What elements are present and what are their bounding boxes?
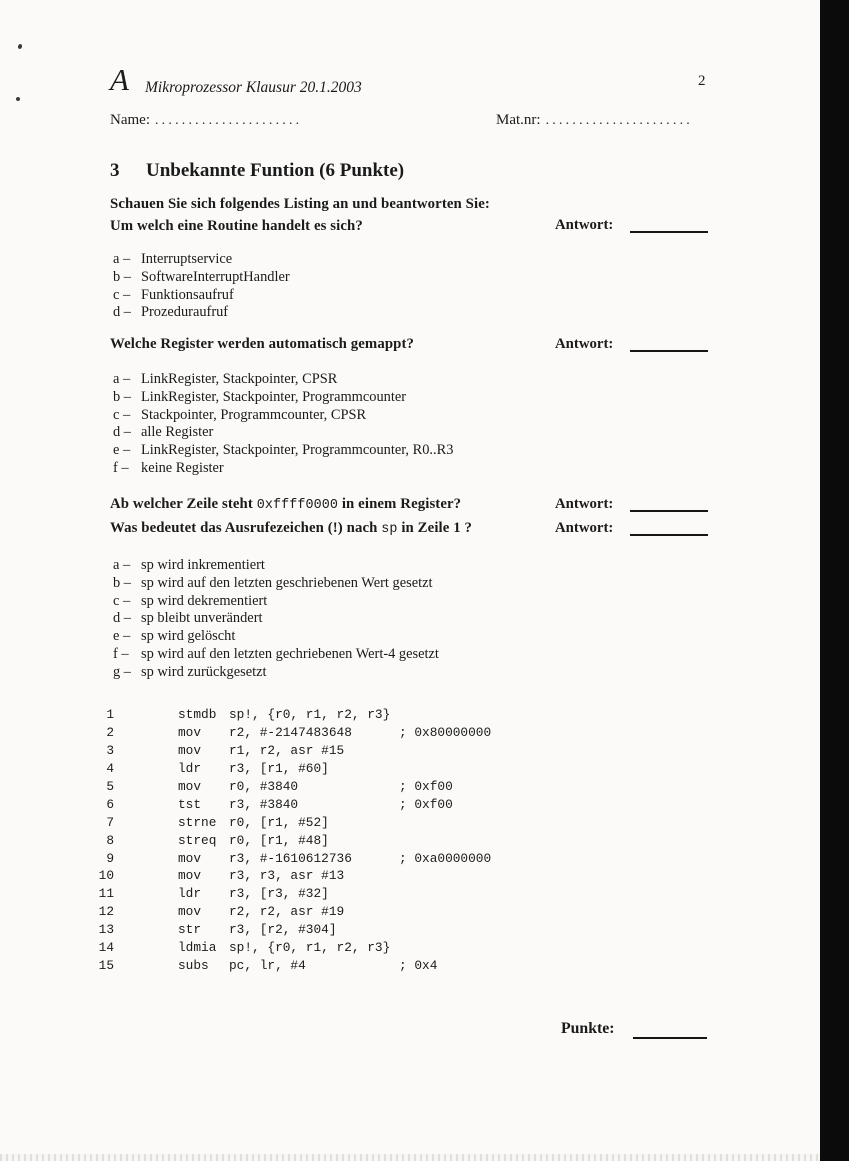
option-item (113, 575, 439, 593)
operands: pc, lr, #4 (229, 958, 306, 974)
mnemonic: ldr (178, 886, 202, 902)
ink-speck (16, 97, 21, 102)
option-item (113, 664, 439, 682)
option-letter: d – (113, 424, 131, 441)
line-number: 5 (106, 778, 114, 794)
line-number: 3 (106, 742, 114, 758)
name-field (110, 112, 302, 129)
operands: r2, #-2147483648 (229, 724, 352, 740)
mnemonic: tst (178, 796, 202, 812)
mnemonic: mov (178, 850, 202, 866)
option-letter: b – (113, 574, 131, 591)
operands: r2, r2, asr #19 (229, 904, 345, 920)
mnemonic: stmdb (178, 707, 217, 722)
option-letter: b – (113, 388, 131, 405)
comment: ; 0xf00 (399, 778, 453, 794)
option-text: Stackpointer, Programmcounter, CPSR (141, 406, 367, 423)
mnemonic: ldmia (178, 940, 217, 956)
operands: sp!, {r0, r1, r2, r3} (229, 940, 391, 956)
option-letter: d – (113, 610, 131, 627)
option-letter: b – (113, 268, 131, 285)
exam-variant-letter: A (110, 62, 129, 97)
question-intro-line1: Schauen Sie sich folgendes Listing an und beantworten Sie: (110, 196, 490, 212)
comment: ; 0x4 (399, 958, 438, 974)
answer-label-3: Antwort: (555, 496, 614, 512)
answer-blank-2 (630, 350, 708, 352)
option-text: sp wird inkrementiert (141, 557, 265, 573)
option-text: sp bleibt unverändert (141, 610, 263, 627)
option-text: keine Register (141, 459, 224, 476)
operands: r0, #3840 (229, 778, 299, 794)
mnemonic: ldr (178, 760, 202, 776)
option-text: sp wird gelöscht (141, 628, 236, 645)
option-text: LinkRegister, Stackpointer, Programmcounter (141, 388, 407, 405)
mnemonic: mov (178, 778, 202, 794)
question-ausrufezeichen (110, 520, 472, 537)
line-number: 11 (98, 886, 114, 902)
answer-blank-1 (630, 231, 708, 233)
line-number: 15 (98, 958, 114, 974)
section-number: 3 (110, 160, 120, 181)
name-label: Name: (110, 112, 150, 128)
option-letter: e – (113, 442, 131, 459)
matnr-blank-dots: ...................... (545, 113, 693, 128)
option-text: sp wird dekrementiert (141, 592, 268, 609)
mnemonic: streq (178, 832, 217, 848)
option-text: Funktionsaufruf (141, 286, 234, 303)
option-item (113, 304, 290, 322)
mnemonic: strne (178, 814, 217, 830)
mnemonic: subs (178, 958, 209, 974)
option-text: Prozeduraufruf (141, 304, 229, 321)
line-number: 1 (106, 707, 114, 722)
line-number: 13 (98, 922, 114, 938)
operands: r0, [r1, #48] (229, 832, 329, 848)
option-text: SoftwareInterruptHandler (141, 268, 290, 285)
option-item (113, 557, 439, 575)
points-blank (633, 1037, 707, 1039)
option-letter: a – (113, 371, 131, 387)
mnemonic: mov (178, 724, 202, 740)
line-number: 8 (106, 832, 114, 848)
question-zeile (110, 496, 461, 513)
line-number: 7 (106, 814, 114, 830)
option-letter: c – (113, 286, 131, 303)
option-item (113, 389, 453, 407)
option-item (113, 460, 453, 478)
option-text: alle Register (141, 424, 214, 441)
scan-edge-right (820, 0, 849, 1161)
option-letter: e – (113, 628, 131, 645)
option-item (113, 251, 290, 269)
options-routine (113, 251, 290, 322)
line-number: 6 (106, 796, 114, 812)
question-zeile-post: in einem Register? (338, 496, 462, 512)
option-text: sp wird auf den letzten geschriebenen Wert gesetzt (141, 574, 433, 591)
option-letter: f – (113, 645, 129, 662)
answer-label-4: Antwort: (555, 520, 614, 536)
points-label: Punkte: (561, 1020, 615, 1037)
option-item (113, 646, 439, 664)
option-text: LinkRegister, Stackpointer, CPSR (141, 371, 338, 387)
name-blank-dots: ...................... (154, 113, 303, 128)
operands: r3, [r3, #32] (229, 886, 329, 902)
option-letter: a – (113, 557, 131, 573)
line-number: 4 (106, 760, 114, 776)
line-number: 12 (98, 904, 114, 920)
mnemonic: mov (178, 868, 202, 884)
option-letter: c – (113, 592, 131, 609)
answer-blank-4 (630, 534, 708, 536)
answer-label-2: Antwort: (555, 336, 614, 352)
comment: ; 0x80000000 (399, 724, 492, 740)
line-number: 9 (106, 850, 114, 866)
line-number: 14 (98, 940, 114, 956)
comment: ; 0xf00 (399, 796, 453, 812)
option-letter: g – (113, 663, 131, 680)
page-number: 2 (698, 73, 706, 89)
question-zeile-code: 0xffff0000 (256, 498, 339, 513)
answer-label-1: Antwort: (555, 217, 614, 233)
options-register (113, 371, 453, 478)
option-letter: d – (113, 304, 131, 321)
question-ausrufezeichen-post: in Zeile 1 ? (397, 520, 473, 536)
answer-blank-3 (630, 510, 708, 512)
mnemonic: mov (178, 904, 202, 920)
operands: r3, [r2, #304] (229, 922, 337, 938)
option-item (113, 269, 290, 287)
option-letter: f – (113, 459, 129, 476)
operands: sp!, {r0, r1, r2, r3} (229, 707, 391, 722)
section-title: Unbekannte Funtion (6 Punkte) (146, 160, 405, 181)
option-item (113, 407, 453, 425)
operands: r3, #3840 (229, 796, 299, 812)
option-text: LinkRegister, Stackpointer, Programmcounter, R0..R3 (141, 442, 454, 459)
operands: r0, [r1, #52] (229, 814, 329, 830)
operands: r3, r3, asr #13 (229, 868, 345, 884)
line-number: 2 (106, 724, 114, 740)
comment: ; 0xa0000000 (399, 850, 492, 866)
line-number: 10 (98, 868, 114, 884)
matnr-field (496, 112, 693, 129)
question-register: Welche Register werden automatisch gemappt? (110, 336, 415, 352)
question-ausrufezeichen-pre: Was bedeutet das Ausrufezeichen (!) nach (110, 520, 382, 536)
option-letter: a – (113, 251, 131, 267)
option-letter: c – (113, 406, 131, 423)
option-item (113, 371, 453, 389)
option-item (113, 628, 439, 646)
option-text: sp wird auf den letzten gechriebenen Wert-4 gesetzt (141, 645, 439, 662)
option-item (113, 287, 290, 305)
option-item (113, 424, 453, 442)
option-item (113, 442, 453, 460)
mnemonic: str (178, 922, 202, 938)
operands: r1, r2, asr #15 (229, 742, 345, 758)
question-routine: Um welch eine Routine handelt es sich? (110, 218, 363, 234)
option-text: Interruptservice (141, 251, 233, 267)
exam-title: Mikroprozessor Klausur 20.1.2003 (145, 79, 362, 96)
question-zeile-pre: Ab welcher Zeile steht (110, 496, 257, 512)
question-ausrufezeichen-code: sp (381, 522, 398, 537)
mnemonic: mov (178, 742, 202, 758)
option-item (113, 610, 439, 628)
options-sp (113, 557, 439, 682)
option-item (113, 593, 439, 611)
operands: r3, [r1, #60] (229, 760, 329, 776)
matnr-label: Mat.nr: (496, 112, 541, 128)
option-text: sp wird zurückgesetzt (141, 663, 267, 680)
operands: r3, #-1610612736 (229, 850, 352, 866)
scan-edge-bottom (0, 1154, 820, 1161)
ink-speck (17, 43, 22, 49)
